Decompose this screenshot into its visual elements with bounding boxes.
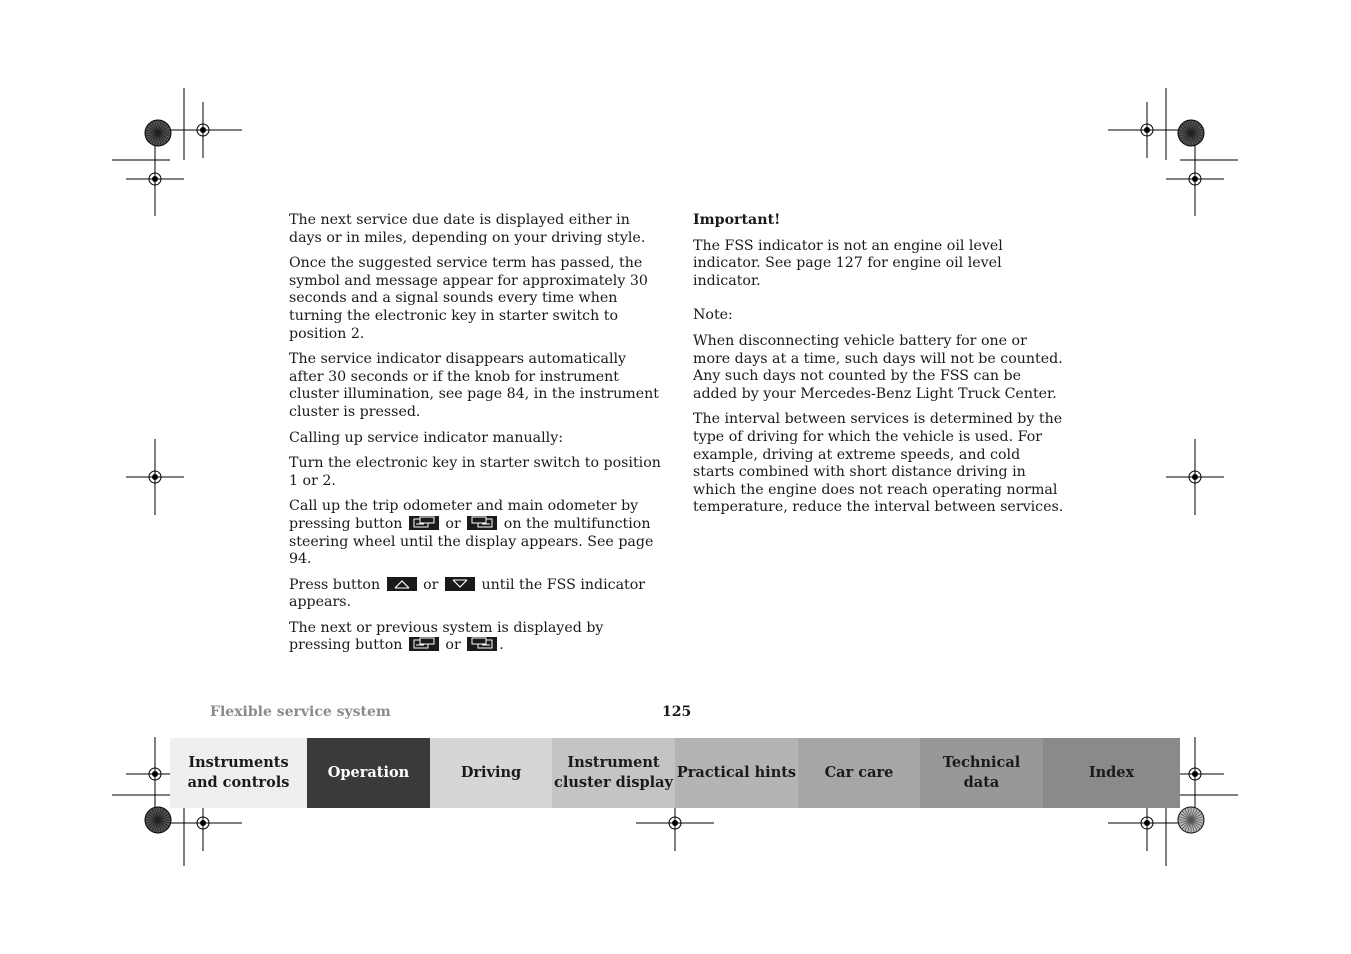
- chapter-tabs: [170, 738, 1180, 808]
- display-next-icon: [467, 516, 497, 530]
- note-label: Note:: [693, 307, 733, 324]
- tab-technical-data[interactable]: Technical data: [920, 738, 1043, 808]
- arrow-up-icon: [387, 577, 417, 591]
- paragraph-with-buttons: Call up the trip odometer and main odometer by pressing button or on the multifunction steering wheel until the display appears. See page 94.: [289, 498, 654, 568]
- paragraph: The FSS indicator is not an engine oil level indicator. See page 127 for engine oil level indicator.: [693, 237, 1003, 289]
- paragraph: Turn the electronic key in starter switch to position 1 or 2.: [289, 455, 661, 489]
- paragraph: The next service due date is displayed either in days or in miles, depending on your driving style.: [289, 212, 646, 246]
- left-column: [289, 212, 661, 663]
- paragraph: Once the suggested service term has passed, the symbol and message appear for approximately 30 seconds and a signal sounds every time when turning the electronic key in starter switch to position 2.: [289, 255, 648, 342]
- crosshair-icon: [1108, 102, 1186, 158]
- crosshair-icon: [1166, 142, 1224, 216]
- crosshair-icon: [1166, 439, 1224, 515]
- tab-index[interactable]: Index: [1043, 738, 1180, 808]
- paragraph: The interval between services is determined by the type of driving for which the vehicle is used. For example, driving at extreme speeds, and cold starts combined with short distance driving in which the engine does not reach operating normal temperature, reduce the interval between services.: [693, 411, 1064, 516]
- tab-instrument-cluster-display[interactable]: Instrument cluster display: [552, 738, 675, 808]
- arrow-down-icon: [445, 577, 475, 591]
- paragraph: The service indicator disappears automatically after 30 seconds or if the knob for instrument cluster illumination, see page 84, in the instrument cluster is pressed.: [289, 351, 659, 420]
- starburst-icon: [1178, 807, 1204, 833]
- tab-instruments-and-controls[interactable]: Instruments and controls: [170, 738, 307, 808]
- tab-practical-hints[interactable]: Practical hints: [675, 738, 798, 808]
- starburst-icon: [1178, 120, 1204, 146]
- display-prev-icon: [409, 516, 439, 530]
- section-title: Flexible service system: [210, 704, 391, 720]
- crosshair-icon: [126, 439, 184, 515]
- display-next-icon: [467, 637, 497, 651]
- display-prev-icon: [409, 637, 439, 651]
- paragraph: When disconnecting vehicle battery for one or more days at a time, such days will not be counted. Any such days not counted by the FSS can be added by your Mercedes-Benz Light Truck Center.: [693, 332, 1063, 402]
- important-heading: Important!: [693, 212, 781, 228]
- starburst-icon: [145, 120, 171, 146]
- tab-car-care[interactable]: Car care: [798, 738, 920, 808]
- paragraph-with-buttons: Press button or until the FSS indicator appears.: [289, 576, 646, 611]
- page-number: 125: [662, 704, 692, 720]
- paragraph: Calling up service indicator manually:: [289, 429, 563, 446]
- paragraph-with-buttons: The next or previous system is displayed by pressing button or .: [289, 619, 604, 654]
- right-column: [693, 212, 1065, 525]
- crosshair-icon: [126, 142, 184, 216]
- crosshair-icon: [164, 102, 242, 158]
- tab-operation[interactable]: Operation: [307, 738, 430, 808]
- tab-driving[interactable]: Driving: [430, 738, 552, 808]
- starburst-icon: [145, 807, 171, 833]
